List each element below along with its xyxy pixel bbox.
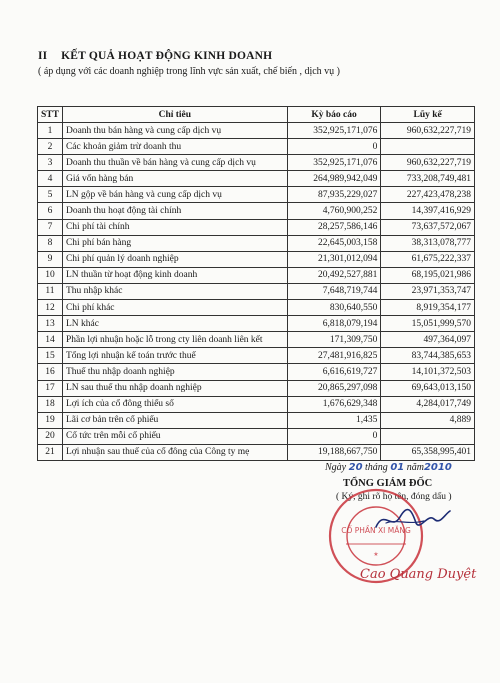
row-period-value: 21,301,012,094 bbox=[287, 251, 381, 267]
table-row bbox=[38, 444, 475, 460]
table-row bbox=[38, 316, 475, 332]
table-row bbox=[38, 219, 475, 235]
row-cumulative-value: 4,284,017,749 bbox=[381, 396, 475, 412]
signer-name: Cao Quang Duyệt bbox=[360, 567, 477, 582]
row-stt: 13 bbox=[38, 316, 63, 332]
row-name: Chi phí quản lý doanh nghiệp bbox=[62, 251, 287, 267]
table-row bbox=[38, 251, 475, 267]
row-cumulative-value: 23,971,353,747 bbox=[381, 283, 475, 299]
date-prefix: Ngày bbox=[325, 462, 347, 473]
table-header-row bbox=[38, 107, 475, 123]
row-stt: 9 bbox=[38, 251, 63, 267]
row-period-value: 4,760,900,252 bbox=[287, 203, 381, 219]
income-statement-table bbox=[37, 106, 475, 461]
row-cumulative-value: 227,423,478,238 bbox=[381, 187, 475, 203]
row-cumulative-value: 4,889 bbox=[381, 412, 475, 428]
date-year: 2010 bbox=[423, 462, 452, 473]
row-period-value: 20,492,527,881 bbox=[287, 267, 381, 283]
signature-title: TỔNG GIÁM ĐỐC bbox=[343, 478, 433, 489]
signature-note: ( Ký, ghi rõ họ tên, đóng dấu ) bbox=[336, 492, 452, 502]
table-row bbox=[38, 235, 475, 251]
signature-date bbox=[325, 462, 452, 473]
header-name: Chỉ tiêu bbox=[62, 107, 287, 123]
row-period-value: 1,435 bbox=[287, 412, 381, 428]
row-stt: 20 bbox=[38, 428, 63, 444]
date-year-label: năm bbox=[406, 462, 424, 473]
row-name: Tổng lợi nhuận kế toán trước thuế bbox=[62, 348, 287, 364]
row-cumulative-value: 68,195,021,986 bbox=[381, 267, 475, 283]
header-stt: STT bbox=[38, 107, 63, 123]
row-name: Giá vốn hàng bán bbox=[62, 171, 287, 187]
row-period-value: 22,645,003,158 bbox=[287, 235, 381, 251]
table-row bbox=[38, 267, 475, 283]
header-cumulative: Lũy kế bbox=[381, 107, 475, 123]
row-period-value: 7,648,719,744 bbox=[287, 283, 381, 299]
date-month: 01 bbox=[390, 462, 405, 473]
section-number: II bbox=[38, 50, 48, 62]
row-name: LN thuần từ hoạt động kinh doanh bbox=[62, 267, 287, 283]
row-stt: 10 bbox=[38, 267, 63, 283]
row-period-value: 171,309,750 bbox=[287, 332, 381, 348]
row-name: Doanh thu bán hàng và cung cấp dịch vụ bbox=[62, 123, 287, 139]
row-cumulative-value: 497,364,097 bbox=[381, 332, 475, 348]
row-period-value: 6,818,079,194 bbox=[287, 316, 381, 332]
row-stt: 1 bbox=[38, 123, 63, 139]
row-cumulative-value: 83,744,385,653 bbox=[381, 348, 475, 364]
row-period-value: 352,925,171,076 bbox=[287, 123, 381, 139]
row-cumulative-value: 69,643,013,150 bbox=[381, 380, 475, 396]
row-cumulative-value: 73,637,572,067 bbox=[381, 219, 475, 235]
table-row bbox=[38, 203, 475, 219]
table-row bbox=[38, 155, 475, 171]
row-period-value: 19,188,667,750 bbox=[287, 444, 381, 460]
row-name: Cổ tức trên mỗi cổ phiếu bbox=[62, 428, 287, 444]
section-title bbox=[38, 50, 272, 62]
row-name: Lãi cơ bản trên cổ phiếu bbox=[62, 412, 287, 428]
row-stt: 5 bbox=[38, 187, 63, 203]
row-period-value: 28,257,586,146 bbox=[287, 219, 381, 235]
date-day: 20 bbox=[348, 462, 363, 473]
row-name: Thu nhập khác bbox=[62, 283, 287, 299]
row-name: LN gộp về bán hàng và cung cấp dịch vụ bbox=[62, 187, 287, 203]
row-name: Các khoản giảm trừ doanh thu bbox=[62, 139, 287, 155]
table-row bbox=[38, 396, 475, 412]
row-stt: 11 bbox=[38, 283, 63, 299]
table-row bbox=[38, 283, 475, 299]
row-name: LN sau thuế thu nhập doanh nghiệp bbox=[62, 380, 287, 396]
header-period: Kỳ báo cáo bbox=[287, 107, 381, 123]
table-row bbox=[38, 428, 475, 444]
row-name: Lợi nhuận sau thuế của cổ đông của Công ty mẹ bbox=[62, 444, 287, 460]
row-period-value: 830,640,550 bbox=[287, 300, 381, 316]
row-stt: 4 bbox=[38, 171, 63, 187]
row-stt: 7 bbox=[38, 219, 63, 235]
table-row bbox=[38, 380, 475, 396]
row-period-value: 1,676,629,348 bbox=[287, 396, 381, 412]
section-subtitle: ( áp dụng với các doanh nghiệp trong lĩnh vực sản xuất, chế biến , dịch vụ ) bbox=[38, 66, 341, 77]
row-stt: 15 bbox=[38, 348, 63, 364]
row-cumulative-value: 14,101,372,503 bbox=[381, 364, 475, 380]
row-name: Doanh thu thuần về bán hàng và cung cấp dịch vụ bbox=[62, 155, 287, 171]
row-name: Doanh thu hoạt động tài chính bbox=[62, 203, 287, 219]
row-name: Chi phí khác bbox=[62, 300, 287, 316]
handwritten-signature bbox=[372, 505, 452, 535]
row-stt: 14 bbox=[38, 332, 63, 348]
row-period-value: 87,935,229,027 bbox=[287, 187, 381, 203]
row-cumulative-value: 8,919,354,177 bbox=[381, 300, 475, 316]
table-row bbox=[38, 364, 475, 380]
row-name: Lợi ích của cổ đông thiểu số bbox=[62, 396, 287, 412]
table-row bbox=[38, 187, 475, 203]
row-stt: 6 bbox=[38, 203, 63, 219]
row-period-value: 352,925,171,076 bbox=[287, 155, 381, 171]
row-period-value: 20,865,297,098 bbox=[287, 380, 381, 396]
row-cumulative-value: 733,208,749,481 bbox=[381, 171, 475, 187]
row-stt: 12 bbox=[38, 300, 63, 316]
table-row bbox=[38, 412, 475, 428]
table-row bbox=[38, 332, 475, 348]
table-row bbox=[38, 123, 475, 139]
row-cumulative-value: 38,313,078,777 bbox=[381, 235, 475, 251]
table-row bbox=[38, 348, 475, 364]
row-period-value: 6,616,619,727 bbox=[287, 364, 381, 380]
row-name: Thuế thu nhập doanh nghiệp bbox=[62, 364, 287, 380]
svg-text:★: ★ bbox=[373, 551, 379, 558]
row-name: LN khác bbox=[62, 316, 287, 332]
row-cumulative-value: 14,397,416,929 bbox=[381, 203, 475, 219]
table-row bbox=[38, 171, 475, 187]
row-period-value: 27,481,916,825 bbox=[287, 348, 381, 364]
row-cumulative-value bbox=[381, 428, 475, 444]
row-period-value: 264,989,942,049 bbox=[287, 171, 381, 187]
row-cumulative-value bbox=[381, 139, 475, 155]
row-cumulative-value: 61,675,222,337 bbox=[381, 251, 475, 267]
row-name: Chi phí bán hàng bbox=[62, 235, 287, 251]
row-cumulative-value: 960,632,227,719 bbox=[381, 123, 475, 139]
row-cumulative-value: 960,632,227,719 bbox=[381, 155, 475, 171]
date-month-label: tháng bbox=[365, 462, 388, 473]
row-cumulative-value: 65,358,995,401 bbox=[381, 444, 475, 460]
table-body bbox=[38, 123, 475, 461]
row-cumulative-value: 15,051,999,570 bbox=[381, 316, 475, 332]
row-stt: 21 bbox=[38, 444, 63, 460]
svg-text:CỔ PHẦN XI MĂNG: CỔ PHẦN XI MĂNG bbox=[341, 526, 411, 535]
row-name: Chi phí tài chính bbox=[62, 219, 287, 235]
row-period-value: 0 bbox=[287, 428, 381, 444]
row-stt: 8 bbox=[38, 235, 63, 251]
row-stt: 16 bbox=[38, 364, 63, 380]
row-stt: 2 bbox=[38, 139, 63, 155]
row-period-value: 0 bbox=[287, 139, 381, 155]
row-stt: 3 bbox=[38, 155, 63, 171]
row-stt: 19 bbox=[38, 412, 63, 428]
section-heading: KẾT QUẢ HOẠT ĐỘNG KINH DOANH bbox=[61, 50, 273, 62]
table-row bbox=[38, 300, 475, 316]
row-name: Phần lợi nhuận hoặc lỗ trong cty liên doanh liên kết bbox=[62, 332, 287, 348]
table-row bbox=[38, 139, 475, 155]
row-stt: 18 bbox=[38, 396, 63, 412]
row-stt: 17 bbox=[38, 380, 63, 396]
